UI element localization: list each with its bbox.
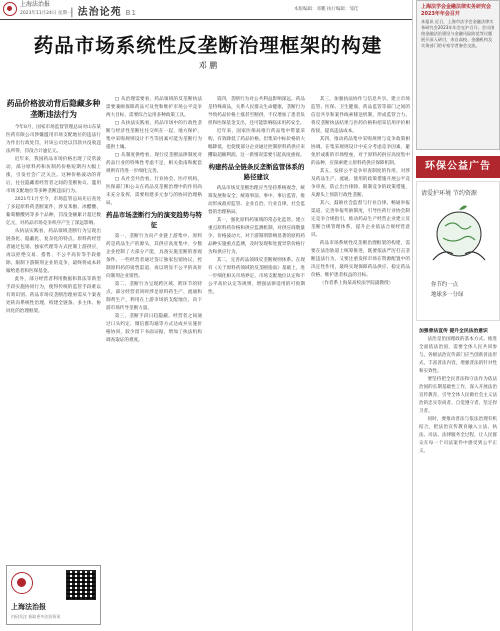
newspaper-ad-box <box>6 565 101 625</box>
paragraph: 第一，垄断行为向产业链上游集中。原料药是药品生产的源头，其供应高度集中，少数企业控制了大部分产能，具备实施垄断的客观条件。一些经营者通过签订独家包销协议，控制原料药的销售渠道，再以明显不公平的高价向制剂企业销售。 <box>106 234 202 279</box>
news-brief-box <box>416 0 500 150</box>
section-heading: 药品市场垄断行为的演变趋势与特征 <box>106 211 202 229</box>
paragraph: 从执法实践看，药品领域垄断行为呈现出链条化、隐蔽化、复杂化的特点。原料药经营者通过包销、独家代理等方式控制上游供应，再以拒绝交易、搭售、不公平高价等手段排除、限制下游制剂企业的竞争，最终将成本转嫁给患者和医保基金。 <box>6 229 101 274</box>
paragraph: 其五，发挥公平竞争审查制度的作用。对涉及药品生产、流通、使用的政策措施开展公平竞争审查，防止出台排除、限制竞争的政策措施，从源头上预防行政性垄断。 <box>311 169 410 198</box>
paragraph: 此外，部分经营者利用数据和算法等新型手段实施协同行为，使得传统的监管手段难以有效识别。药品市场反垄断治理亟需从个案查处转向系统性治理，构建全链条、多主体、协同化的治理框架。 <box>6 277 101 314</box>
article-byline: 邓 鹏 <box>198 61 218 70</box>
paragraph: 同时，要推动普法与依法治理有机结合，把法治宣传教育融入立法、执法、司法、法律服务全过程，让人民群众在每一个司法案件中感受到公平正义。 <box>419 417 497 454</box>
paragraph: 2021年1月至今，市场监管总局先后查处了多起原料药垄断案件，涉及苯酚、冰醋酸、葡萄糖酸钙等多个品种，罚没金额累计超过数亿元，对药品市场竞争秩序产生了深远影响。 <box>6 197 101 226</box>
globe-hands-illustration-icon <box>423 200 495 276</box>
paragraph: □ 从制度供给看，现行反垄断法律制度对药品行业的特殊性考虑不足，相关指南和配套规则有待进一步细化完善。 <box>106 153 202 174</box>
brief-body: 本报讯 近日，上海市法学会金融法律实务研究会2023年年会在沪召开。会议围绕金融法治建设与金融风险防范等议题展开深入研讨，来自高校、金融机构及实务部门的专家学者参会交流。 <box>421 19 495 48</box>
author-note: （作者系上海某高校法学院副教授） <box>319 281 394 286</box>
paragraph: □ 从社会共治看，行业协会、医疗机构、医保部门和公众在药品反垄断治理中的作用尚未充分发挥，需要构建多元参与的协同治理格局。 <box>106 177 202 206</box>
editor-credit: 本版编辑：邓鹏 执行编辑：邹佳 <box>294 7 359 12</box>
qr-code-icon[interactable] <box>66 570 96 600</box>
article-column-4 <box>311 96 410 626</box>
article-column-2 <box>106 96 202 626</box>
paragraph: 其三，加强执法协作与信息共享。建立市场监管、医保、卫生健康、药品监管等部门之间的信息共享和案件线索移送机制，形成监管合力。将反垄断执法结果与医药价格和招采信用评价相衔接，提高违法成本。 <box>311 97 410 134</box>
paragraph: 其四，推动药品集中采购规则与竞争政策相协调。在集采规则设计中充分考虑竞争因素，避免形成新的市场壁垒，对于原料药供应高度集中的品种，应探索建立原料药供应保障机制。 <box>311 137 410 166</box>
ad-line: 扫码关注 获取更多法治资讯 <box>11 614 61 619</box>
issue-date: 2023年11月24日 星期一 <box>20 11 72 16</box>
article-headline: 药品市场系统性反垄断治理框架的构建 <box>33 34 383 57</box>
section-kicker: 药品价格波动背后隐藏多种垄断违法行为 <box>6 99 101 119</box>
section-heading: 构建药品全链条反垄断监管体系的路径建议 <box>208 163 305 181</box>
ad-title: 上海法治报 <box>11 603 46 611</box>
paragraph: 其二，完善药品领域反垄断规则体系。在现有《关于原料药领域的反垄断指南》基础上，进一步细化相关市场界定、市场支配地位认定和不公平高价认定等规则，增强法律适用的可预期性。 <box>208 258 305 295</box>
paragraph: 今年8月，国家市场监督管理总局对山东某医药有限公司涉嫌滥用市场支配地位的违法行为作出行政处罚，对该公司处以罚款并没收违法所得，罚没合计逾亿元。 <box>6 125 101 154</box>
paragraph: □ 从执法实践看，药品市场中的行政性垄断与经济性垄断往往交织在一起，地方保护、集中采购规则设计不当等因素可能为垄断行为提供土壤。 <box>106 121 202 150</box>
poster-slogan-line-2: 地球多一分绿 <box>431 292 464 298</box>
sidebar-heading: 加强普法宣传 提升全民法治意识 <box>419 329 488 334</box>
newspaper-name: 上海法治报 <box>20 1 51 8</box>
sidebar-article <box>416 326 500 626</box>
paragraph: 要坚持把全民普法和守法作为依法治国的长期基础性工作，深入开展法治宣传教育，引导全体人民做社会主义法治的忠实崇尚者、自觉遵守者、坚定捍卫者。 <box>419 377 497 414</box>
paragraph: 药品市场反垄断治理应当坚持系统观念，统筹发展和安全，统筹事前、事中、事后监管，推动形成政府监管、企业自治、行业自律、社会监督的治理格局。 <box>208 186 305 215</box>
page-number: B1 <box>125 9 137 17</box>
sidebar <box>416 0 500 631</box>
column-divider <box>412 0 413 631</box>
paragraph: 近年来，国家医保局推行药品集中带量采购，有效降低了药品价格。但集采中标价格的大幅降低，也促使部分企业通过控制原料药供应来攫取超额利润，这一新情况需要引起高度重视。 <box>208 129 305 158</box>
article-column-3 <box>208 96 305 626</box>
emblem-icon <box>11 572 33 594</box>
paragraph: 其六，鼓励社会监督与行业自律。畅通举报渠道，完善举报奖励制度，引导医药行业协会制定竞争合规指引，推动药品生产经营企业建立反垄断合规管理体系，提升企业依法合规经营意识。 <box>311 201 410 238</box>
paragraph: 第二，垄断行为呈现跨区域、跨环节的特点。部分经营者同时涉足原料药生产、流通和制剂生产，利用在上游市场的支配地位，向下游市场传导垄断力量。 <box>106 282 202 311</box>
ad-banner: 环保公益广告 <box>416 156 500 178</box>
poster-slogan-line-1: 你节约一点 <box>431 282 458 288</box>
article-column-1 <box>6 96 101 562</box>
paragraph: 第三，垄断手段日趋隐蔽。经营者之间通过口头约定、微信群沟通等方式达成并实施价格协同，较少留下书面证据，增加了执法机构调查取证的难度。 <box>106 314 202 343</box>
paragraph: 法治是治国理政的基本方式。推进全面依法治国，需要全体人民共同参与。各级法治宣传部门应当创新普法形式，丰富普法内容，增强普法的针对性和实效性。 <box>419 337 497 374</box>
public-service-poster <box>416 181 500 321</box>
newspaper-logo-icon <box>3 2 17 16</box>
paragraph: 药品市场系统性反垄断治理框架的构建，需要在法治轨道上统筹推进，既要依法严厉打击垄断违法行为，又要注重发挥市场在资源配置中的决定性作用，最终实现保障药品供应、稳定药品价格、维护患者权益的目标。 <box>311 241 410 278</box>
paragraph: 第四，垄断行为对公共利益影响深远。药品是特殊商品，关系人民群众生命健康，垄断行为导致药品价格上涨甚至断供，不仅增加了患者负担和医保基金支出，还可能影响临床用药安全。 <box>208 97 305 126</box>
page-header <box>0 0 412 20</box>
paragraph: □ 从治理需要看，药品领域的反垄断执法需要兼顾保障药品可及性和维护市场公平竞争两大目标，需要综合运用多种政策工具。 <box>106 97 202 118</box>
poster-caption: 请爱护环境 节约资源 <box>421 190 477 197</box>
paragraph: 近年来，我国药品市场价格出现了反常波动，部分原料药和仿制药价格短期内大幅上涨，引发社会广泛关注。这种价格波动的背后，往往隐藏着经营者之间的垄断协议、滥用市场支配地位等多种垄断违法行为。 <box>6 157 101 194</box>
paragraph: 其一，强化原料药领域的常态化监管。建立重点原料药价格和供应监测机制，对供应商数量少、价格波动大、对下游制剂影响显著的原料药品种实施重点监测，及时发现和处置异常价格行为和供应行为。 <box>208 218 305 255</box>
brief-title: 上海法学会金融法律实务研究会2023年年会召开 <box>421 4 492 17</box>
section-title: | 法治论苑 B1 <box>70 7 137 18</box>
